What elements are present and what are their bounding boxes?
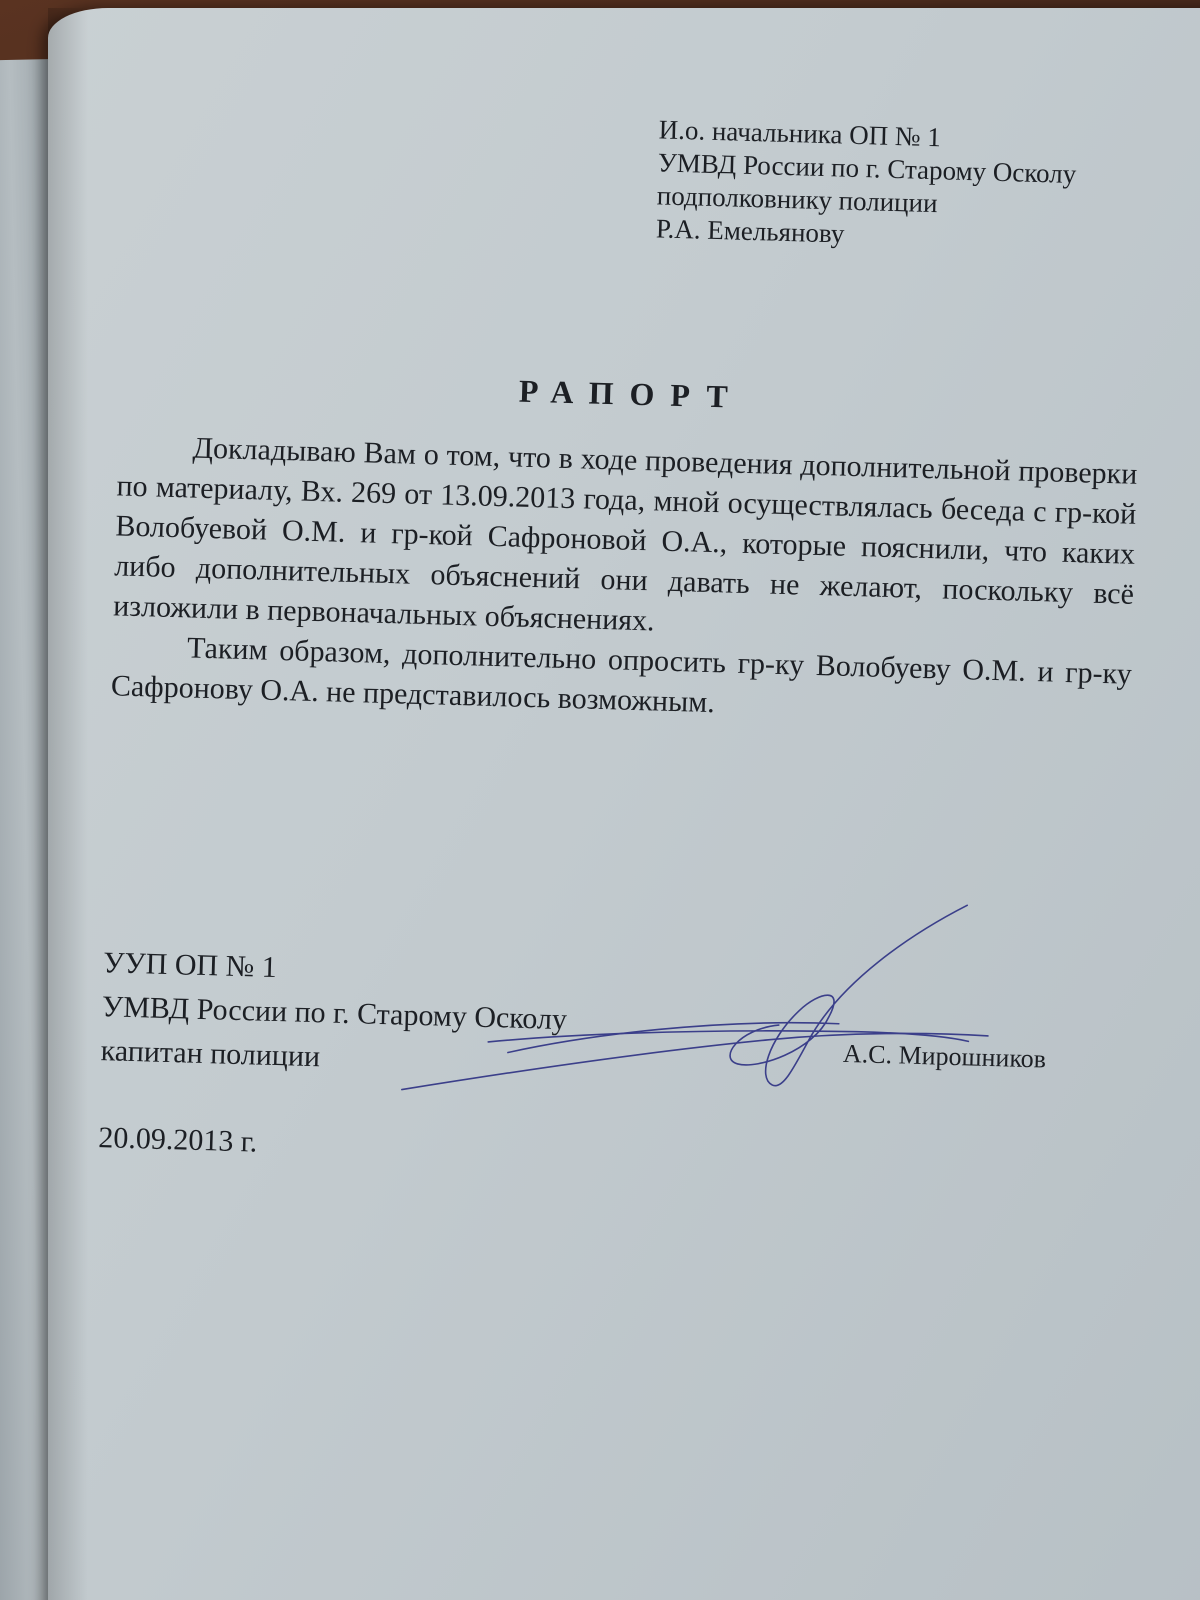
signer-rank: капитан полиции <box>100 1034 321 1074</box>
report-date: 20.09.2013 г. <box>97 1121 258 1159</box>
signer-position: УУП ОП № 1 <box>102 946 278 985</box>
addressee-line: подполковнику полиции <box>656 180 938 219</box>
addressee-line: УМВД России по г. Старому Осколу <box>657 147 1077 190</box>
signer-name: А.С. Мирошников <box>842 1038 1047 1074</box>
handwritten-signature <box>386 879 992 1126</box>
body-paragraph: Докладываю Вам о том, что в ходе проведения дополнительной проверки по материалу, Вх. 269 от 13.09.2013 года, мной осуществлялась беседа с гр-кой Волобуевой О.М. и гр-кой Сафроновой О.А., которые пояснили, что каких либо дополнительных объяснений они давать не желают, поскольку всё изложили в первоначальных объяснениях. <box>112 431 1138 638</box>
addressee-line: Р.А. Емельянову <box>655 213 845 249</box>
document-title: РАПОРТ <box>518 372 745 415</box>
addressee-line: И.о. начальника ОП № 1 <box>658 114 942 153</box>
body-paragraph: Таким образом, дополнительно опросить гр-ку Волобуеву О.М. и гр-ку Сафронову О.А. не представилось возможным. <box>110 631 1133 720</box>
signer-department: УМВД России по г. Старому Осколу <box>101 990 568 1037</box>
addressee-block <box>656 113 1159 259</box>
report-body <box>110 426 1137 734</box>
